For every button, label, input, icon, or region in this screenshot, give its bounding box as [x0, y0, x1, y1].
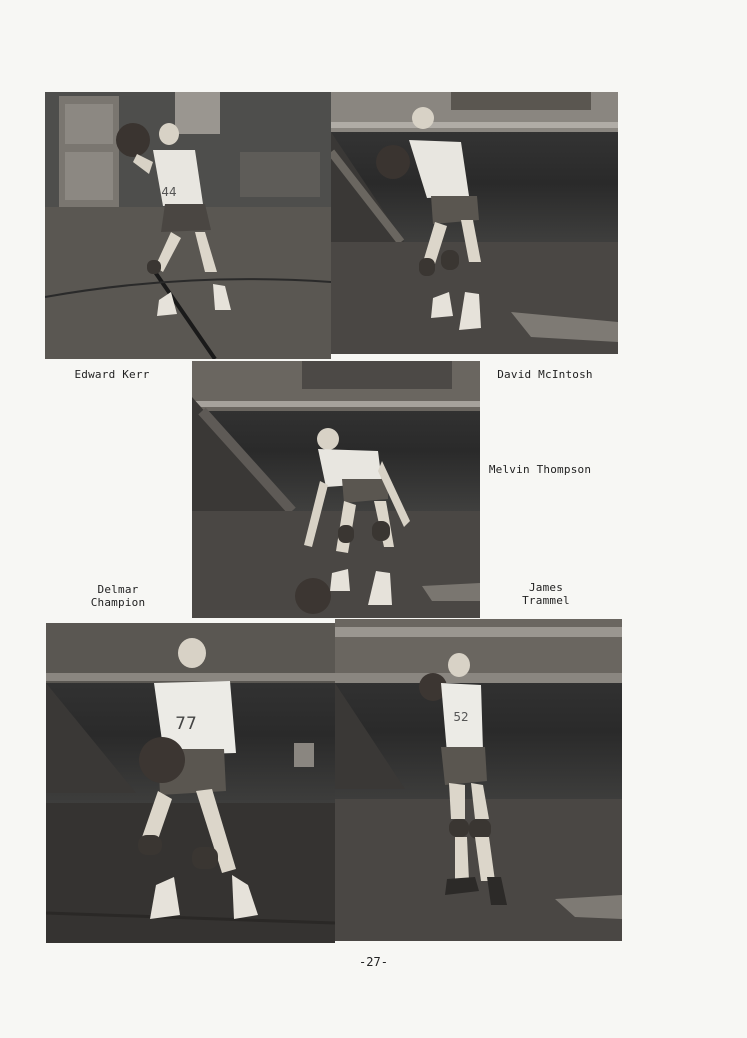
jersey-number-kerr: 44 — [161, 185, 177, 199]
photo-david-mcintosh-image — [331, 92, 618, 354]
caption-james-trammel-last: Trammel — [522, 594, 570, 607]
photo-edward-kerr-image — [45, 92, 331, 359]
caption-melvin-thompson: Melvin Thompson — [488, 463, 592, 476]
caption-james-trammel-first: James — [528, 581, 564, 594]
photo-david-mcintosh — [331, 92, 618, 354]
jersey-number-trammel: 52 — [453, 710, 469, 724]
caption-delmar-champion-last: Champion — [90, 596, 146, 609]
caption-delmar-champion — [66, 583, 170, 609]
photo-melvin-thompson — [192, 361, 480, 618]
photo-delmar-champion-image — [46, 623, 335, 943]
photo-edward-kerr — [45, 92, 331, 359]
page-number: -27- — [359, 955, 388, 969]
photo-james-trammel-image — [335, 619, 622, 941]
photo-james-trammel — [335, 619, 622, 941]
caption-delmar-champion-first: Delmar — [97, 583, 139, 596]
jersey-number-champion: 77 — [175, 714, 197, 734]
photo-melvin-thompson-image — [192, 361, 480, 618]
caption-james-trammel — [494, 581, 598, 607]
caption-edward-kerr: Edward Kerr — [74, 368, 150, 381]
caption-david-mcintosh: David McIntosh — [497, 368, 593, 381]
photo-delmar-champion — [46, 623, 335, 943]
